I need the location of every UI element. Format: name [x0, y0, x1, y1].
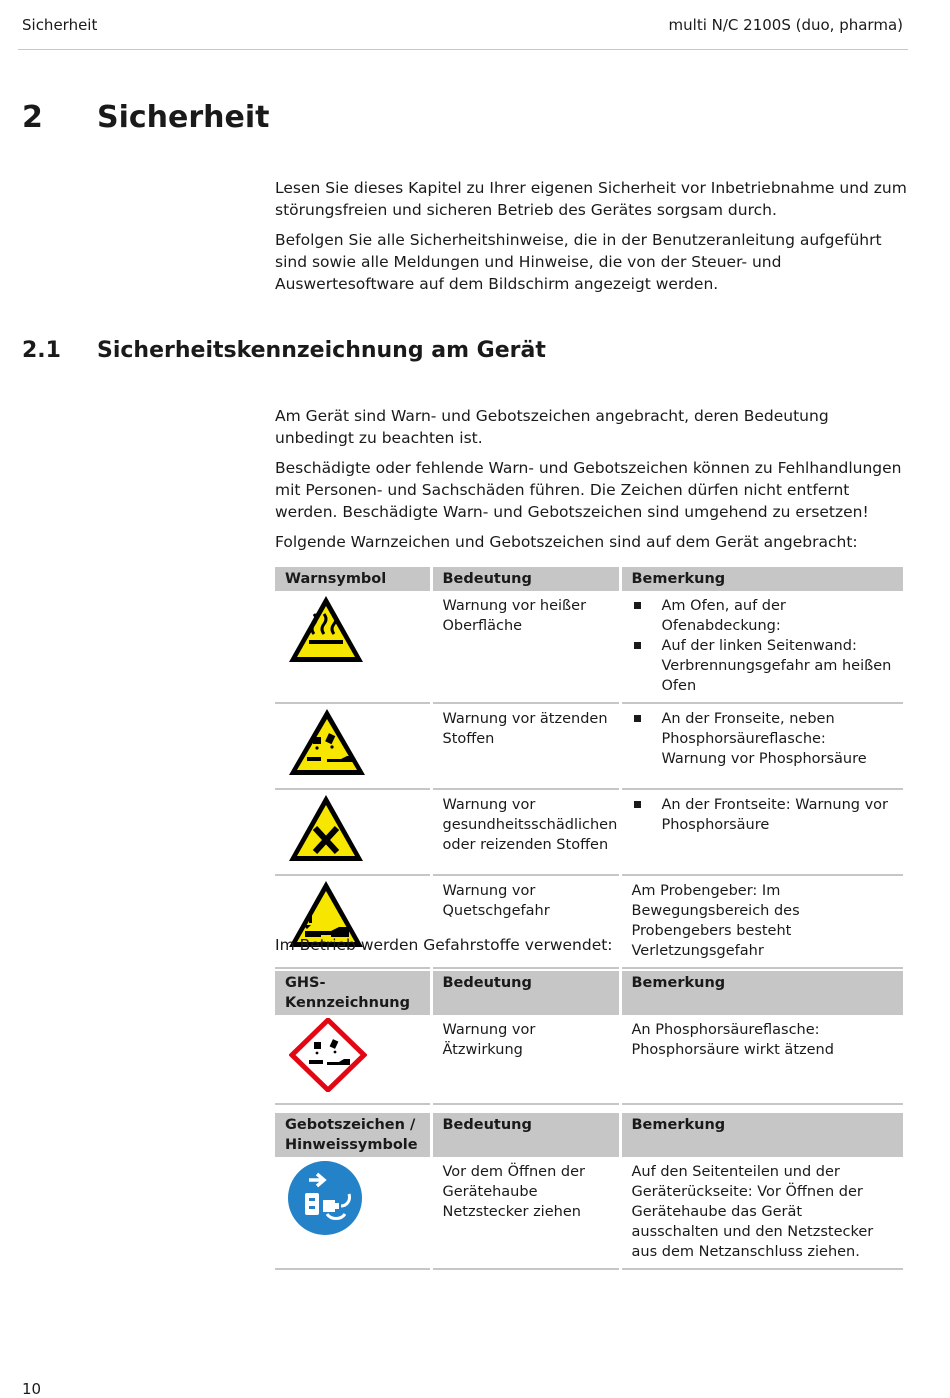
ghs-corrosive-icon: [289, 1018, 367, 1092]
hot-surface-warning-icon: [287, 594, 365, 664]
column-header: Gebotszeichen / Hinweissymbole: [275, 1113, 431, 1157]
symbol-cell: [275, 1015, 431, 1104]
remark-list: [632, 709, 894, 769]
chapter-number: 2: [22, 100, 43, 135]
mandatory-signs-table: [275, 1113, 903, 1270]
section-title: Sicherheitskennzeichnung am Gerät: [97, 338, 546, 363]
table-row: [275, 1015, 903, 1104]
column-header: Bedeutung: [431, 971, 620, 1015]
table-row: [275, 789, 903, 875]
remark-cell: [620, 789, 903, 875]
list-item: An der Frontseite: Warnung vor Phosphorsäure: [632, 795, 894, 835]
remark-cell: [620, 703, 903, 789]
intro-paragraph-2: Befolgen Sie alle Sicherheitshinweise, die in der Benutzeranleitung aufgeführt sind sowie alle Meldungen und Hinweise, die von der Steuer- und Auswertesoftware auf dem Bildschirm angezeigt werden.: [275, 231, 882, 293]
symbol-cell: [275, 789, 431, 875]
column-header: Bedeutung: [431, 567, 620, 591]
table-row: [275, 703, 903, 789]
harmful-irritant-warning-icon: [287, 793, 365, 863]
table-row: [275, 1157, 903, 1269]
symbol-cell: [275, 1157, 431, 1269]
list-item: An der Fronseite, neben Phosphorsäureflasche: Warnung vor Phosphorsäure: [632, 709, 894, 769]
column-header: Bedeutung: [431, 1113, 620, 1157]
remark-list: [632, 795, 894, 835]
disconnect-mains-plug-icon: [287, 1160, 365, 1236]
chapter-title: Sicherheit: [97, 100, 270, 135]
remark-cell: [620, 591, 903, 703]
meaning-cell: Warnung vor Quetschgefahr: [431, 875, 620, 968]
column-header: Warnsymbol: [275, 567, 431, 591]
hazard-substances-intro: Im Betrieb werden Gefahrstoffe verwendet:: [275, 936, 613, 954]
table-header-row: [275, 1113, 903, 1157]
column-header: Bemerkung: [620, 567, 903, 591]
remark-cell: Am Probengeber: Im Bewegungsbereich des Probengebers besteht Verletzungsgefahr: [620, 875, 903, 968]
meaning-cell: Warnung vor Ätzwirkung: [431, 1015, 620, 1104]
column-header: Bemerkung: [620, 1113, 903, 1157]
warning-signs-table: [275, 567, 903, 969]
page-number: 10: [22, 1380, 42, 1398]
table-row: [275, 591, 903, 703]
header-divider: [18, 49, 908, 50]
section-heading: [22, 338, 546, 363]
running-header-section: Sicherheit: [22, 16, 98, 34]
chapter-heading: [22, 100, 270, 135]
list-item: Am Ofen, auf der Ofenabdeckung:: [632, 596, 894, 636]
ghs-table: [275, 971, 903, 1105]
column-header: Bemerkung: [620, 971, 903, 1015]
table-header-row: [275, 567, 903, 591]
remark-cell: An Phosphorsäureflasche: Phosphorsäure wirkt ätzend: [620, 1015, 903, 1104]
section-paragraph-2: Beschädigte oder fehlende Warn- und Gebotszeichen können zu Fehlhandlungen mit Personen- und Sachschäden führen. Die Zeichen dürfen nicht entfernt werden. Beschädigte Warn- und Gebotszeichen sind umgehend zu ersetzen!: [275, 459, 902, 521]
remark-list: [632, 596, 894, 696]
section-paragraph-3: Folgende Warnzeichen und Gebotszeichen sind auf dem Gerät angebracht:: [275, 533, 858, 551]
remark-cell: Auf den Seitenteilen und der Geräterückseite: Vor Öffnen der Gerätehaube das Gerät ausschalten und den Netzstecker aus dem Netzanschluss ziehen.: [620, 1157, 903, 1269]
meaning-cell: Warnung vor gesundheitsschädlichen oder reizenden Stoffen: [431, 789, 620, 875]
symbol-cell: [275, 703, 431, 789]
intro-paragraph-1: Lesen Sie dieses Kapitel zu Ihrer eigenen Sicherheit vor Inbetriebnahme und zum störungsfreien und sicheren Betrieb des Gerätes sorgsam durch.: [275, 179, 907, 219]
symbol-cell: [275, 591, 431, 703]
meaning-cell: Warnung vor heißer Oberfläche: [431, 591, 620, 703]
running-header-product: multi N/C 2100S (duo, pharma): [668, 16, 903, 34]
table-header-row: [275, 971, 903, 1015]
meaning-cell: Vor dem Öffnen der Gerätehaube Netzstecker ziehen: [431, 1157, 620, 1269]
section-number: 2.1: [22, 338, 61, 363]
corrosive-warning-icon: [287, 707, 367, 777]
section-paragraph-1: Am Gerät sind Warn- und Gebotszeichen angebracht, deren Bedeutung unbedingt zu beachten ist.: [275, 407, 829, 447]
list-item: Auf der linken Seitenwand: Verbrennungsgefahr am heißen Ofen: [632, 636, 894, 696]
column-header: GHS-Kennzeichnung: [275, 971, 431, 1015]
meaning-cell: Warnung vor ätzenden Stoffen: [431, 703, 620, 789]
